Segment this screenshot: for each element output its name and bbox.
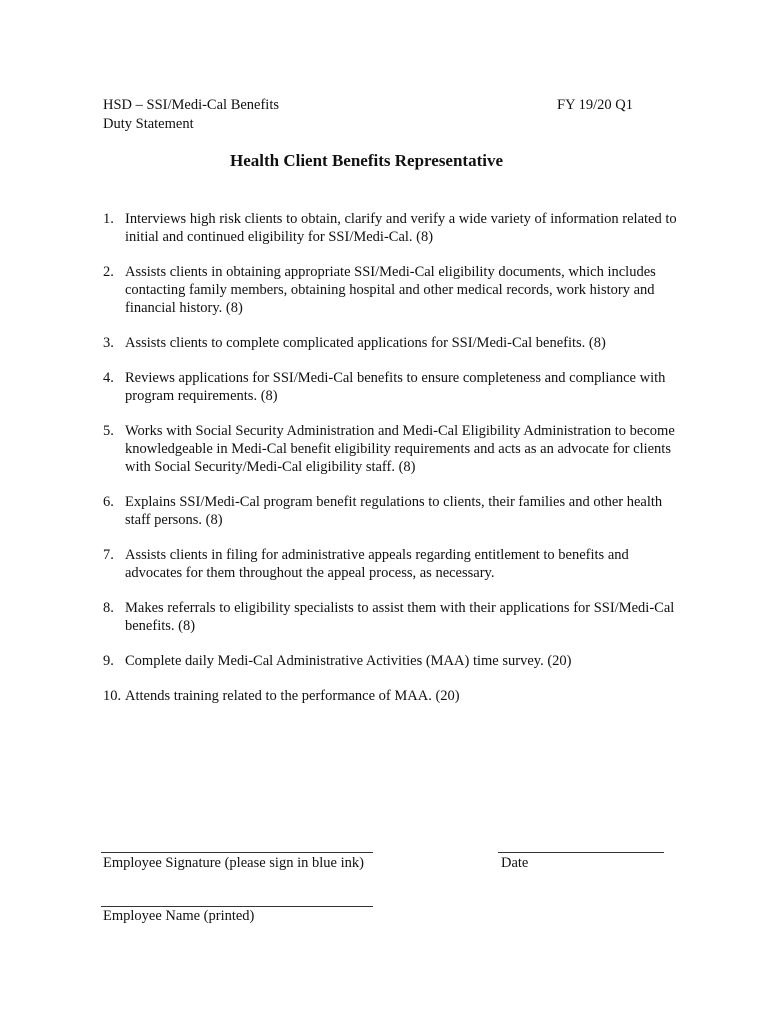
duty-number: 2. bbox=[103, 264, 114, 280]
duty-list bbox=[103, 210, 688, 722]
department-line: HSD – SSI/Medi-Cal Benefits bbox=[103, 97, 280, 113]
duty-number: 4. bbox=[103, 370, 114, 386]
duty-text: Attends training related to the performance of MAA. (20) bbox=[125, 688, 460, 704]
duty-item bbox=[103, 210, 688, 246]
duty-number: 9. bbox=[103, 653, 114, 669]
duty-number: 6. bbox=[103, 494, 114, 510]
duty-text: Interviews high risk clients to obtain, clarify and verify a wide variety of information related to initial and continued eligibility for SSI/Medi-Cal. (8) bbox=[125, 211, 677, 245]
employee-signature-label: Employee Signature (please sign in blue ink) bbox=[103, 855, 364, 871]
duty-text: Complete daily Medi-Cal Administrative Activities (MAA) time survey. (20) bbox=[125, 653, 572, 669]
duty-number: 1. bbox=[103, 211, 114, 227]
duty-text: Makes referrals to eligibility specialists to assist them with their applications for SSI/Medi-Cal benefits. (8) bbox=[125, 600, 675, 634]
duty-item bbox=[103, 652, 688, 670]
duty-item bbox=[103, 369, 688, 405]
duty-number: 3. bbox=[103, 335, 114, 351]
duty-text: Explains SSI/Medi-Cal program benefit regulations to clients, their families and other health staff persons. (8) bbox=[125, 494, 663, 528]
date-line[interactable] bbox=[498, 852, 664, 853]
duty-item bbox=[103, 422, 688, 476]
duty-number: 8. bbox=[103, 600, 114, 616]
header-left bbox=[103, 96, 279, 134]
date-label: Date bbox=[501, 855, 529, 871]
duty-text: Assists clients in filing for administrative appeals regarding entitlement to benefits and advocates for them throughout the appeal process, as necessary. bbox=[125, 547, 629, 581]
duty-item bbox=[103, 687, 688, 705]
duty-number: 5. bbox=[103, 423, 114, 439]
duty-number: 10. bbox=[103, 688, 122, 704]
duty-item bbox=[103, 263, 688, 317]
duty-item bbox=[103, 334, 688, 352]
fiscal-period: FY 19/20 Q1 bbox=[557, 97, 633, 113]
duty-item bbox=[103, 599, 688, 635]
duty-item bbox=[103, 546, 688, 582]
employee-signature-line[interactable] bbox=[101, 852, 373, 853]
page-title: Health Client Benefits Representative bbox=[229, 151, 504, 170]
duty-text: Assists clients to complete complicated applications for SSI/Medi-Cal benefits. (8) bbox=[125, 335, 606, 351]
duty-text: Assists clients in obtaining appropriate SSI/Medi-Cal eligibility documents, which includes contacting family members, obtaining hospital and other medical records, work history and financial history. (8) bbox=[125, 264, 656, 316]
duty-number: 7. bbox=[103, 547, 114, 563]
duty-item bbox=[103, 493, 688, 529]
employee-name-label: Employee Name (printed) bbox=[103, 908, 255, 924]
duty-text: Works with Social Security Administration and Medi-Cal Eligibility Administration to become knowledgeable in Medi-Cal benefit eligibility requirements and acts as an advocate for clients with Social Security/Medi-Cal eligibility staff. (8) bbox=[125, 423, 675, 475]
duty-text: Reviews applications for SSI/Medi-Cal benefits to ensure completeness and compliance with program requirements. (8) bbox=[125, 370, 666, 404]
document-type-line: Duty Statement bbox=[103, 116, 194, 132]
